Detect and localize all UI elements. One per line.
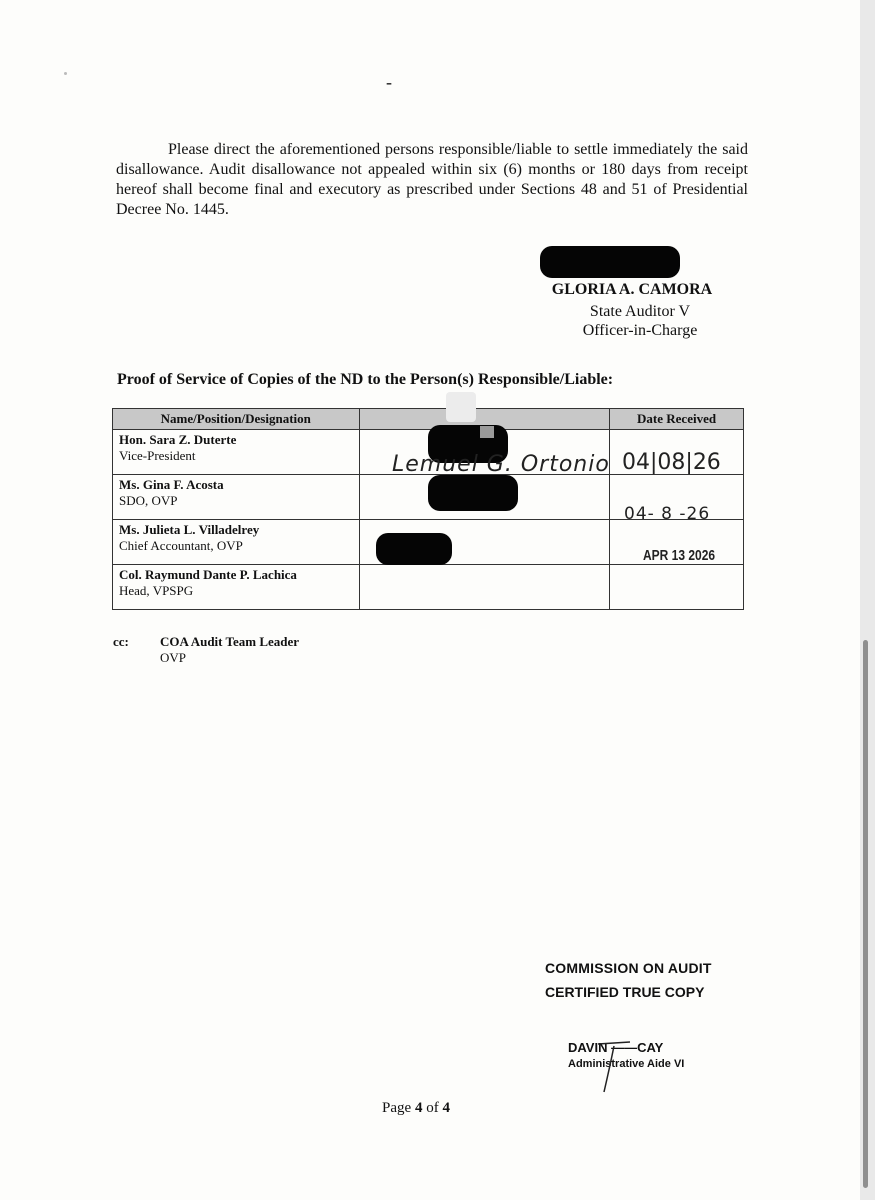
name-cell (113, 565, 360, 610)
redacted-signature (376, 533, 452, 565)
cc-recipient-line1: COA Audit Team Leader (160, 634, 300, 649)
name-cell (113, 475, 360, 520)
received-stamp-date: APR 13 2026 (643, 547, 716, 564)
signatory-position: State Auditor V (589, 303, 691, 320)
handwritten-signature-name: Lemuel G. Ortonio (392, 452, 610, 477)
header-date: Date Received (610, 409, 744, 430)
name-cell (113, 430, 360, 475)
proof-of-service-heading: Proof of Service of Copies of the ND to the Person(s) Responsible/Liable: (117, 371, 614, 388)
cc-recipient-line2: OVP (160, 650, 187, 665)
cc-recipient (160, 634, 299, 666)
instruction-paragraph: Please direct the aforementioned persons responsible/liable to settle immediately the said disallowance. Audit disallowance not appealed within six (6) months or 180 days from receipt hereof shall become final and executory as prescribed under Sections 48 and 51 of Presidential Decree No. 1445. (116, 141, 748, 218)
scrollbar-thumb[interactable] (863, 640, 868, 1188)
scan-speck (64, 72, 67, 75)
redacted-signature (540, 246, 680, 278)
scan-smudge (480, 426, 494, 438)
person-name: Ms. Gina F. Acosta (119, 477, 224, 492)
header-name: Name/Position/Designation (113, 409, 360, 430)
person-position: Chief Accountant, OVP (119, 538, 243, 553)
scan-mark: - (386, 72, 392, 92)
redacted-signature (428, 475, 518, 511)
person-position: Vice-President (119, 448, 196, 463)
stamp-signer-name: DAVIN ——CAY (568, 1040, 664, 1055)
person-position: SDO, OVP (119, 493, 178, 508)
signatory-name: GLORIA A. CAMORA (551, 281, 713, 298)
footer-middle: of (422, 1100, 443, 1116)
name-cell (113, 520, 360, 565)
certified-true-copy-stamp (545, 956, 712, 1004)
stamp-signature-stroke (596, 1036, 636, 1096)
handwritten-date: 04- 8 -26 (624, 504, 711, 524)
person-position: Head, VPSPG (119, 583, 194, 598)
stamp-line1: COMMISSION ON AUDIT (545, 960, 712, 976)
date-cell (610, 565, 744, 610)
signatory-designation: Officer-in-Charge (582, 322, 698, 339)
table-row (113, 565, 744, 610)
footer-prefix: Page (382, 1100, 415, 1116)
person-name: Col. Raymund Dante P. Lachica (119, 567, 297, 582)
cc-label: cc: (113, 634, 129, 649)
person-name: Ms. Julieta L. Villadelrey (119, 522, 260, 537)
stamp-line2: CERTIFIED TRUE COPY (545, 984, 705, 1000)
handwritten-date: 04|08|26 (622, 450, 721, 475)
signature-cell (359, 565, 610, 610)
page-footer (0, 1100, 832, 1117)
scan-smudge (446, 392, 476, 422)
person-name: Hon. Sara Z. Duterte (119, 432, 237, 447)
stamp-signer-title: Administrative Aide VI (568, 1058, 685, 1070)
footer-total-pages: 4 (442, 1100, 450, 1116)
footer-current-page: 4 (414, 1100, 423, 1116)
